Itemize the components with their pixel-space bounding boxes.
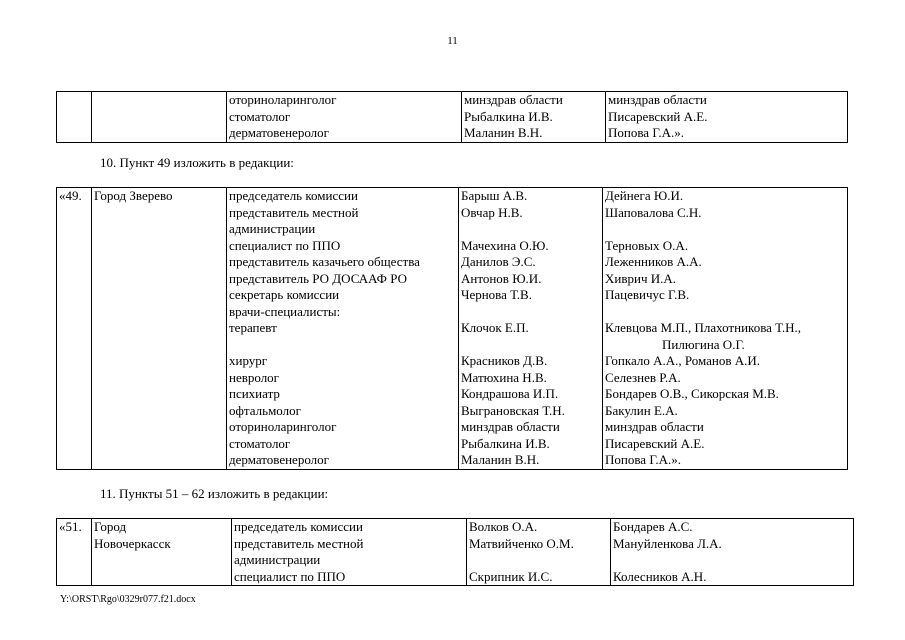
reserve-member-line xyxy=(613,552,853,569)
reserve-member-line: Писаревский А.Е. xyxy=(605,435,705,451)
reserve-member-line: Леженников А.А. xyxy=(605,254,702,269)
paragraph-10: 10. Пункт 49 изложить в редакции: xyxy=(100,155,294,170)
position-line xyxy=(229,337,458,354)
main-member-line: Чернова Т.В. xyxy=(461,287,532,302)
cell-city xyxy=(92,92,227,143)
cell-reserve-member xyxy=(611,519,854,586)
main-member-line: Рыбалкина И.В. xyxy=(461,435,550,451)
position-line: специалист по ППО xyxy=(229,237,341,253)
main-member-line: Волков О.А. xyxy=(469,519,538,534)
position-line: администрации xyxy=(229,221,316,236)
main-member-line: Мачехина О.Ю. xyxy=(461,237,549,253)
reserve-member-line: Терновых О.А. xyxy=(605,237,689,253)
main-member-line: Антонов Ю.И. xyxy=(461,270,542,286)
position-line: администрации xyxy=(234,552,321,567)
reserve-member-line: Хиврич И.А. xyxy=(605,270,677,286)
cell-main-member xyxy=(467,519,611,586)
table-row xyxy=(57,92,848,143)
reserve-member-line: Пилюгина О.Г. xyxy=(662,336,745,352)
position-line: невролог xyxy=(229,369,280,385)
table-row xyxy=(57,188,848,470)
reserve-member-line: Бакулин Е.А. xyxy=(605,402,678,418)
main-member-line xyxy=(461,304,602,321)
page-number: 11 xyxy=(447,35,458,47)
cell-reserve-member xyxy=(603,188,848,470)
reserve-member-line: Пацевичус Г.В. xyxy=(605,287,690,302)
position-line: стоматолог xyxy=(229,435,291,451)
reserve-member-line: минздрав области xyxy=(605,419,704,434)
main-member-line: Рыбалкина И.В. xyxy=(464,108,553,124)
cell-number xyxy=(57,188,92,470)
reserve-member-line: Писаревский А.Е. xyxy=(608,108,708,124)
position-line: оториноларинголог xyxy=(229,419,337,434)
position-line: хирург xyxy=(229,353,268,368)
position-line: оториноларинголог xyxy=(229,92,337,107)
city-name-line: Новочеркасск xyxy=(94,535,171,551)
cell-city xyxy=(92,188,227,470)
reserve-member-line xyxy=(605,221,847,238)
position-line: офтальмолог xyxy=(229,402,301,418)
reserve-member-line: минздрав области xyxy=(608,92,707,107)
footer-file-path: Y:\ORST\Rgo\0329r077.f21.docx xyxy=(60,594,196,605)
cell-number xyxy=(57,92,92,143)
main-member-line xyxy=(461,221,602,238)
reserve-member-line: Бондарев А.С. xyxy=(613,519,693,534)
position-line: председатель комиссии xyxy=(234,519,363,534)
reserve-member-line: Бондарев О.В., Сикорская М.В. xyxy=(605,386,779,401)
main-member-line: Выграновская Т.Н. xyxy=(461,402,565,418)
city-name: Город Зверево xyxy=(94,188,173,203)
main-member-line: Данилов Э.С. xyxy=(461,254,536,269)
main-member-line: Матвийченко О.М. xyxy=(469,535,574,551)
main-member-line: Маланин В.Н. xyxy=(464,125,543,140)
position-line: представитель местной xyxy=(234,535,364,551)
cell-number xyxy=(57,519,92,586)
position-line: психиатр xyxy=(229,386,280,401)
main-member-line: Скрипник И.С. xyxy=(469,568,553,584)
main-member-line: Кондрашова И.П. xyxy=(461,386,559,401)
cell-position xyxy=(227,92,462,143)
cell-main-member xyxy=(462,92,606,143)
cell-main-member xyxy=(459,188,603,470)
table-zverevo xyxy=(56,187,848,470)
main-member-line xyxy=(461,337,602,354)
position-line: секретарь комиссии xyxy=(229,287,340,302)
cell-position xyxy=(227,188,459,470)
paragraph-11: 11. Пункты 51 – 62 изложить в редакции: xyxy=(100,486,329,501)
reserve-member-line: Гопкало А.А., Романов А.И. xyxy=(605,353,761,368)
position-line: представитель местной xyxy=(229,204,359,220)
table-commission-continuation xyxy=(56,91,848,143)
reserve-member-line: Попова Г.А.». xyxy=(605,452,682,467)
position-line: специалист по ППО xyxy=(234,568,346,584)
reserve-member-line: Мануйленкова Л.А. xyxy=(613,535,722,551)
position-line: стоматолог xyxy=(229,108,291,124)
reserve-member-line: Клевцова М.П., Плахотникова Т.Н., xyxy=(605,320,801,335)
main-member-line: Маланин В.Н. xyxy=(461,452,540,467)
cell-position xyxy=(232,519,467,586)
position-line: представитель казачьего общества xyxy=(229,254,420,269)
main-member-line: минздрав области xyxy=(464,92,563,107)
reserve-member-line xyxy=(605,304,847,321)
position-line: врачи-специалисты: xyxy=(229,303,341,319)
main-member-line: Клочок Е.П. xyxy=(461,320,529,335)
row-number: «49. xyxy=(59,188,82,203)
position-line: дерматовенеролог xyxy=(229,125,329,140)
position-line: терапевт xyxy=(229,320,277,335)
position-line: председатель комиссии xyxy=(229,188,358,203)
table-row xyxy=(57,519,854,586)
reserve-member-line: Шаповалова С.Н. xyxy=(605,204,702,220)
table-novocherkassk xyxy=(56,518,854,586)
row-number: «51. xyxy=(59,519,82,534)
main-member-line: минздрав области xyxy=(461,419,560,434)
reserve-member-line: Попова Г.А.». xyxy=(608,125,685,140)
position-line: представитель РО ДОСААФ РО xyxy=(229,270,407,286)
main-member-line: Красников Д.В. xyxy=(461,353,548,368)
city-name-line: Город xyxy=(94,519,127,534)
position-line: дерматовенеролог xyxy=(229,452,329,467)
reserve-member-line: Дейнега Ю.И. xyxy=(605,188,684,203)
main-member-line: Матюхина Н.В. xyxy=(461,369,547,385)
reserve-member-line: Колесников А.Н. xyxy=(613,568,707,584)
cell-city xyxy=(92,519,232,586)
main-member-line xyxy=(469,552,610,569)
main-member-line: Овчар Н.В. xyxy=(461,204,523,220)
cell-reserve-member xyxy=(606,92,848,143)
reserve-member-line: Селезнев Р.А. xyxy=(605,369,681,385)
main-member-line: Барыш А.В. xyxy=(461,188,528,203)
